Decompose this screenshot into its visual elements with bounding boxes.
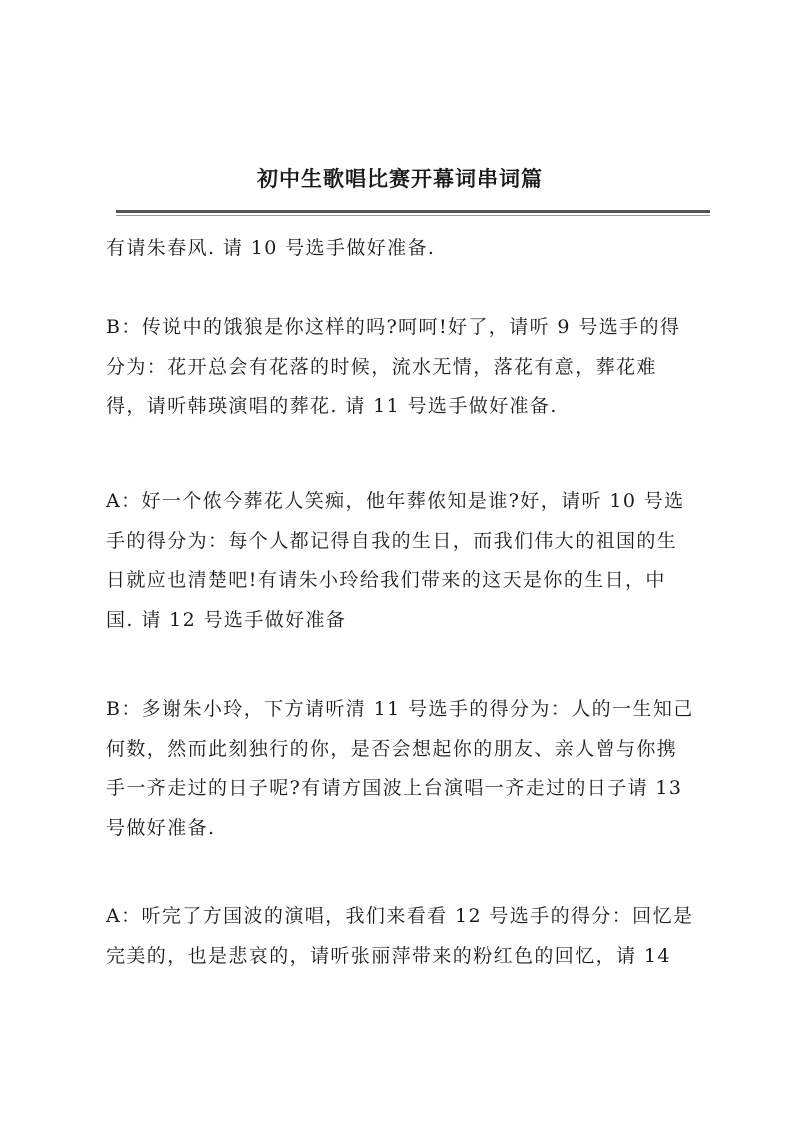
page-title: 初中生歌唱比赛开幕词串词篇: [257, 166, 543, 191]
text-line: 完美的，也是悲哀的，请听张丽萍带来的粉红色的回忆，请 14: [106, 944, 671, 967]
text-line: 日就应也清楚吧!有请朱小玲给我们带来的这天是你的生日，中: [106, 569, 666, 591]
text-line: 手一齐走过的日子呢?有请方国波上台演唱一齐走过的日子请 13: [106, 777, 683, 799]
paragraph-4: [106, 690, 706, 848]
text-line: A：听完了方国波的演唱，我们来看看 12 号选手的得分：回忆是: [106, 905, 694, 927]
paragraph-1: [106, 229, 706, 269]
paragraph-2: [106, 308, 706, 427]
paragraph-3: [106, 482, 706, 640]
text-line: 得，请听韩瑛演唱的葬花. 请 11 号选手做好准备.: [106, 395, 558, 417]
text-line: B：多谢朱小玲，下方请听清 11 号选手的得分为：人的一生知己: [106, 698, 694, 720]
paragraph-5: [106, 897, 706, 976]
text-line: 手的得分为：每个人都记得自我的生日，而我们伟大的祖国的生: [106, 529, 678, 552]
text-line: 号做好准备.: [106, 816, 216, 839]
text-line: A：好一个侬今葬花人笑痴，他年葬侬知是谁?好，请听 10 号选: [106, 490, 685, 512]
text-line: 国. 请 12 号选手做好准备: [106, 608, 347, 631]
text-line: B：传说中的饿狼是你这样的吗?呵呵!好了，请听 9 号选手的得: [106, 316, 681, 338]
title-divider-thin: [116, 215, 710, 216]
text-line: 有请朱春风. 请 10 号选手做好准备.: [106, 237, 436, 259]
text-line: 何数，然而此刻独行的你，是否会想起你的朋友、亲人曾与你携: [106, 737, 678, 760]
text-line: 分为：花开总会有花落的时候，流水无情，落花有意，葬花难: [106, 355, 657, 378]
title-divider: [116, 210, 710, 213]
